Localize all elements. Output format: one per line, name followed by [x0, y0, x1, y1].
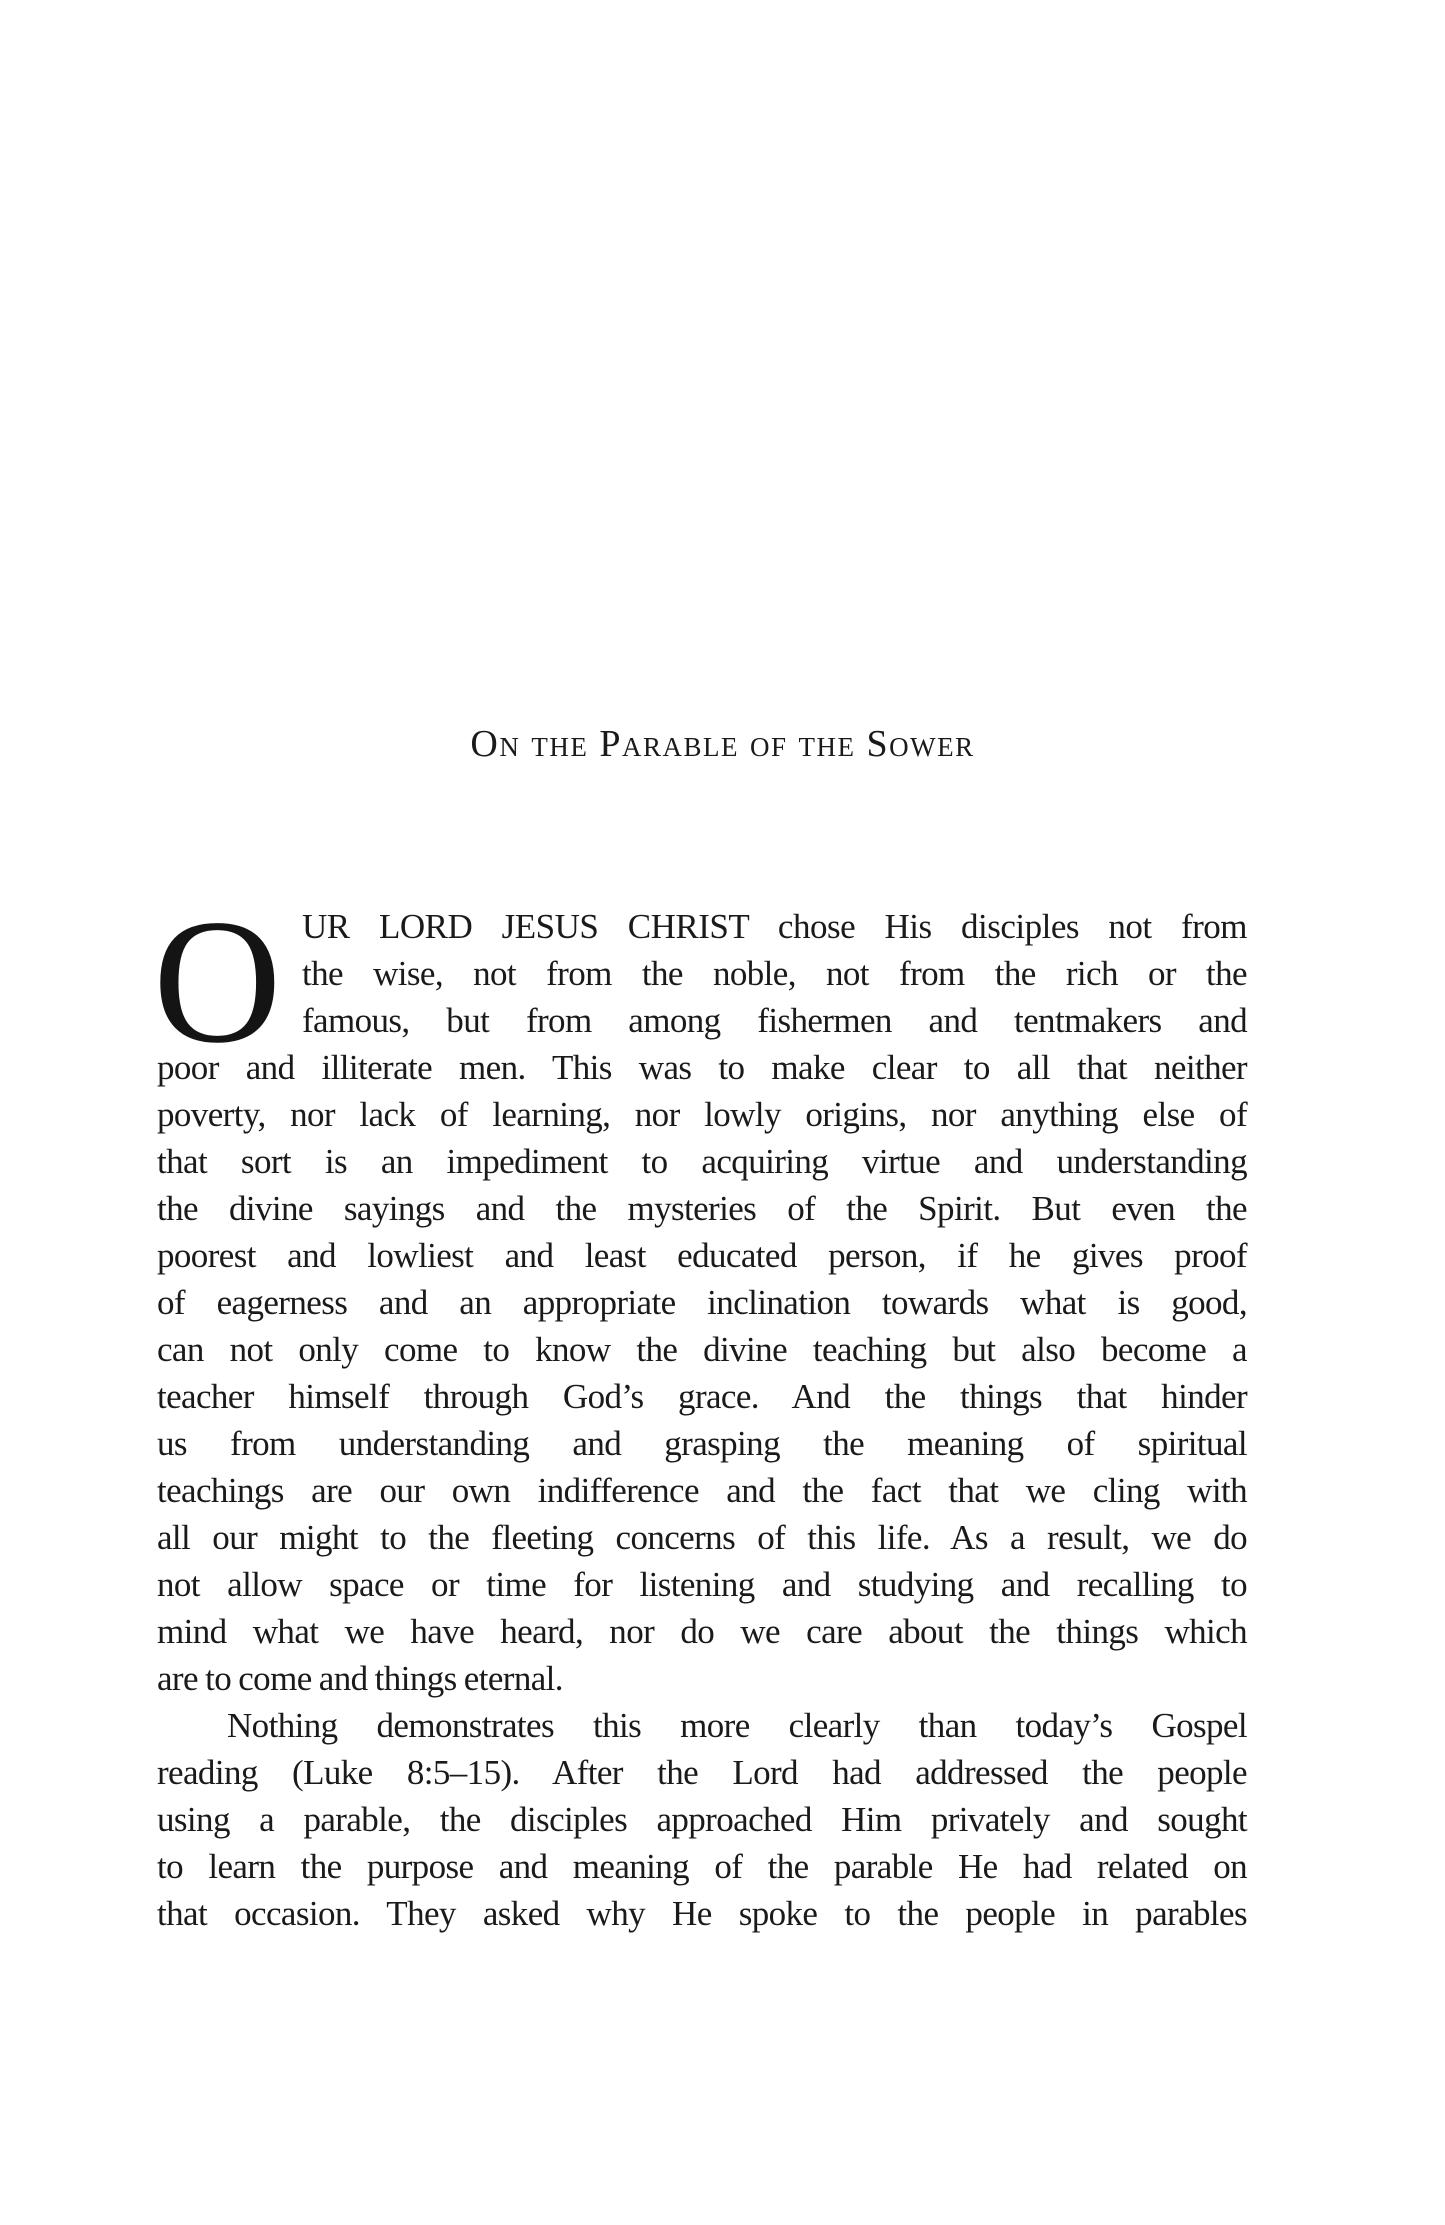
text-line: teachings are our own indifference and the fact that we cling with	[157, 1471, 1247, 1510]
text-line: poverty, nor lack of learning, nor lowly origins, nor anything else of	[157, 1095, 1247, 1134]
paragraph-2	[157, 1702, 1247, 1937]
text-line: famous, but from among fishermen and tentmakers and	[302, 1001, 1247, 1040]
text-line: that sort is an impediment to acquiring virtue and understanding	[157, 1142, 1247, 1181]
text-line: Nothing demonstrates this more clearly than today’s Gospel	[227, 1706, 1247, 1745]
text-line: can not only come to know the divine teaching but also become a	[157, 1330, 1247, 1369]
text-line: all our might to the fleeting concerns of this life. As a result, we do	[157, 1518, 1247, 1557]
text-line: using a parable, the disciples approached Him privately and sought	[157, 1800, 1247, 1839]
text-line: reading (Luke 8:5–15). After the Lord had addressed the people	[157, 1753, 1247, 1792]
text-line: that occasion. They asked why He spoke to the people in parables	[157, 1894, 1247, 1933]
text-line: the wise, not from the noble, not from the rich or the	[302, 954, 1247, 993]
text-line: of eagerness and an appropriate inclination towards what is good,	[157, 1283, 1247, 1322]
drop-cap: O	[153, 882, 282, 1080]
text-line: poor and illiterate men. This was to make clear to all that neither	[157, 1048, 1247, 1087]
paragraph-1	[157, 903, 1247, 1702]
text-line: mind what we have heard, nor do we care about the things which	[157, 1612, 1247, 1651]
text-line: the divine sayings and the mysteries of the Spirit. But even the	[157, 1189, 1247, 1228]
text-line: are to come and things eternal.	[157, 1659, 563, 1698]
text-line: teacher himself through God’s grace. And the things that hinder	[157, 1377, 1247, 1416]
text-line: UR LORD JESUS CHRIST chose His disciples not from	[302, 907, 1247, 946]
text-line: not allow space or time for listening and studying and recalling to	[157, 1565, 1247, 1604]
chapter-title: On the Parable of the Sower	[470, 723, 975, 765]
text-line: poorest and lowliest and least educated person, if he gives proof	[157, 1236, 1247, 1275]
text-line: us from understanding and grasping the meaning of spiritual	[157, 1424, 1247, 1463]
body-text	[153, 882, 1247, 1937]
text-line: to learn the purpose and meaning of the parable He had related on	[157, 1847, 1247, 1886]
